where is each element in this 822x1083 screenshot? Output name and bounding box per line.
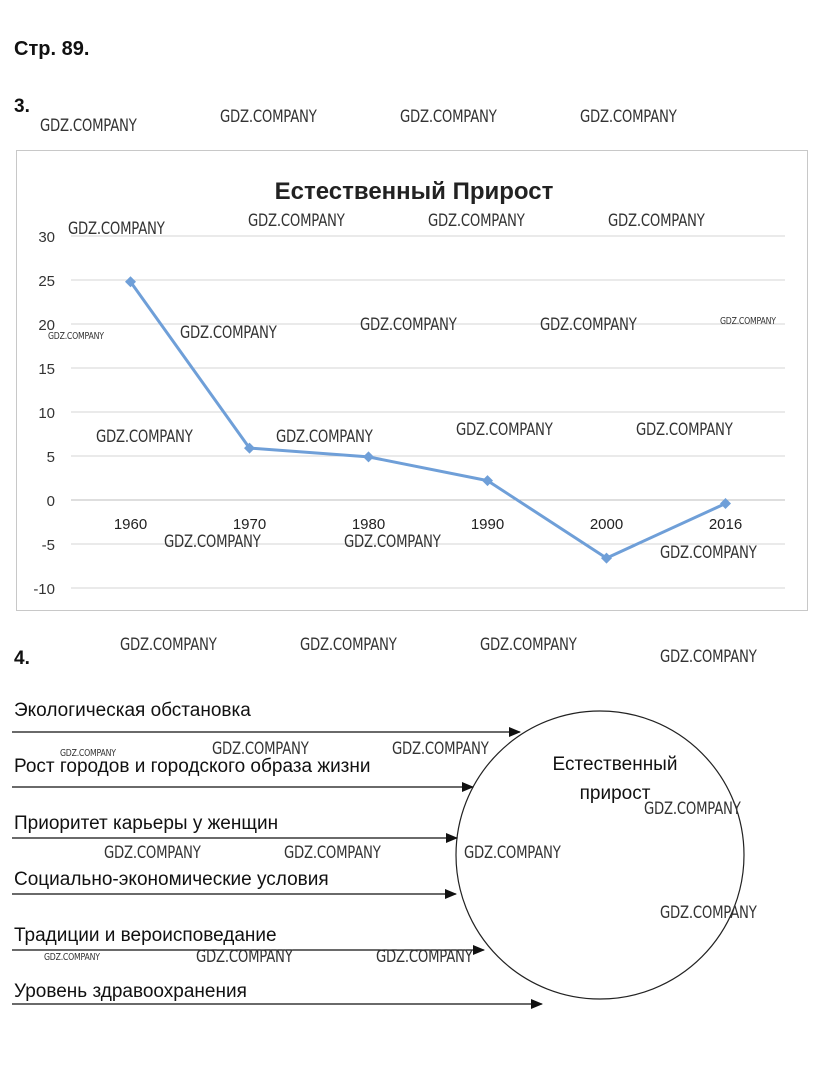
watermark: GDZ.COMPANY [220, 107, 317, 127]
chart-title: Естественный Прирост [274, 178, 554, 205]
watermark: GDZ.COMPANY [644, 799, 741, 819]
x-tick-label: 2000 [589, 516, 624, 533]
watermark: GDZ.COMPANY [196, 947, 293, 967]
watermark: GDZ.COMPANY [48, 331, 104, 342]
watermark: GDZ.COMPANY [120, 635, 217, 655]
watermark: GDZ.COMPANY [212, 739, 309, 759]
y-tick-label: -5 [41, 537, 55, 554]
data-point [363, 451, 374, 462]
x-tick-label: 1980 [351, 516, 386, 533]
watermark: GDZ.COMPANY [660, 903, 757, 923]
watermark: GDZ.COMPANY [248, 211, 345, 231]
watermark: GDZ.COMPANY [464, 843, 561, 863]
watermark: GDZ.COMPANY [96, 427, 193, 447]
x-tick-label: 1990 [470, 516, 505, 533]
y-tick-label: 30 [38, 229, 55, 246]
watermark: GDZ.COMPANY [480, 635, 577, 655]
watermark: GDZ.COMPANY [360, 315, 457, 335]
factor-healthcare: Уровень здравоохранения [14, 981, 247, 1002]
x-tick-label: 1960 [113, 516, 148, 533]
watermark: GDZ.COMPANY [376, 947, 473, 967]
x-tick-label: 1970 [232, 516, 267, 533]
y-tick-label: 5 [46, 449, 55, 466]
watermark: GDZ.COMPANY [60, 748, 116, 759]
y-tick-label: 10 [38, 405, 55, 422]
factor-traditions: Традиции и вероисповедание [14, 925, 277, 946]
watermark: GDZ.COMPANY [180, 323, 277, 343]
task-number-4: 4. [14, 648, 30, 669]
y-tick-label: 15 [38, 361, 55, 378]
task-number-3: 3. [14, 96, 30, 117]
watermark: GDZ.COMPANY [392, 739, 489, 759]
factor-urbanization: Рост городов и городского образа жизни [14, 756, 371, 777]
diagram-center-label: Естественный прирост [552, 754, 678, 804]
watermark: GDZ.COMPANY [540, 315, 637, 335]
factor-ecology: Экологическая обстановка [14, 700, 251, 721]
watermark: GDZ.COMPANY [580, 107, 677, 127]
watermark: GDZ.COMPANY [660, 647, 757, 667]
watermark: GDZ.COMPANY [660, 543, 757, 563]
watermark: GDZ.COMPANY [40, 116, 137, 136]
watermark: GDZ.COMPANY [104, 843, 201, 863]
watermark: GDZ.COMPANY [284, 843, 381, 863]
y-tick-label: 0 [46, 493, 55, 510]
watermark: GDZ.COMPANY [164, 532, 261, 552]
watermark: GDZ.COMPANY [68, 219, 165, 239]
watermark: GDZ.COMPANY [456, 420, 553, 440]
page-reference: Стр. 89. [14, 38, 90, 60]
x-tick-label: 2016 [708, 516, 743, 533]
watermark: GDZ.COMPANY [400, 107, 497, 127]
y-tick-label: -10 [33, 581, 55, 598]
y-tick-label: 20 [38, 317, 55, 334]
watermark: GDZ.COMPANY [428, 211, 525, 231]
factor-women-career: Приоритет карьеры у женщин [14, 813, 279, 834]
watermark: GDZ.COMPANY [276, 427, 373, 447]
watermark: GDZ.COMPANY [44, 952, 100, 963]
watermark: GDZ.COMPANY [608, 211, 705, 231]
y-tick-label: 25 [38, 273, 55, 290]
watermark: GDZ.COMPANY [636, 420, 733, 440]
watermark: GDZ.COMPANY [720, 316, 776, 327]
factor-socioeconomic: Социально-экономические условия [14, 869, 329, 890]
watermark: GDZ.COMPANY [300, 635, 397, 655]
watermark: GDZ.COMPANY [344, 532, 441, 552]
